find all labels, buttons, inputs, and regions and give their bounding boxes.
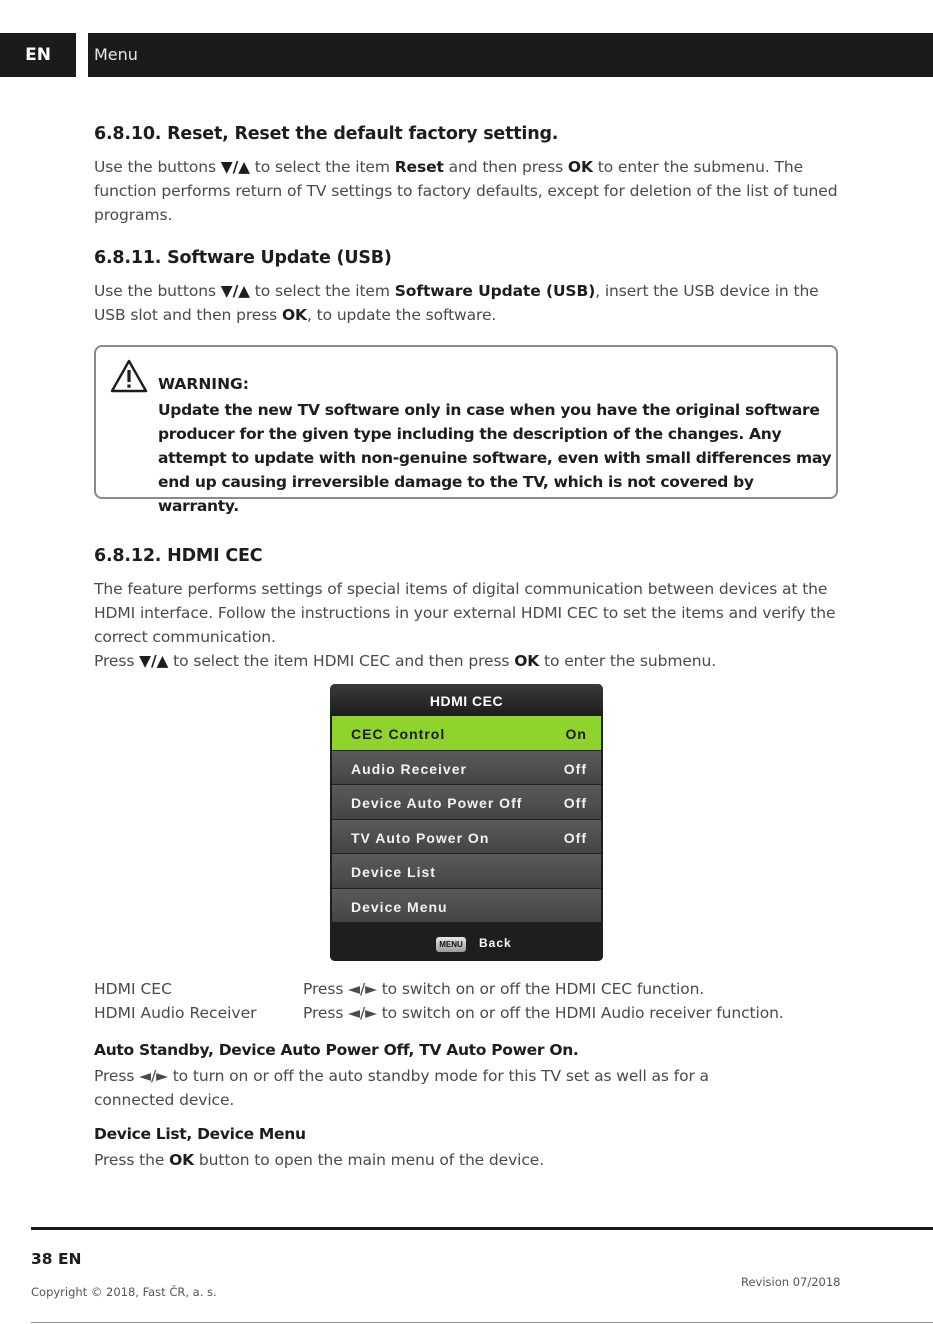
- ok-key: OK: [169, 1151, 195, 1169]
- ok-key: OK: [514, 652, 540, 670]
- software-heading: 6.8.11. Software Update (USB): [94, 248, 392, 268]
- menu-row-label: Device Auto Power Off: [351, 795, 523, 811]
- standby-text: Press ◄/► to turn on or off the auto standby mode for this TV set as well as for a connected device.: [94, 1067, 709, 1109]
- arrow-keys: ▼/▲: [139, 652, 169, 670]
- revision: Revision 07/2018: [741, 1275, 841, 1289]
- menu-row-value: On: [565, 726, 587, 742]
- menu-row-device-auto-power-off[interactable]: [332, 785, 601, 820]
- back-label: Back: [479, 936, 512, 950]
- warning-title: WARNING:: [158, 375, 249, 393]
- ok-key: OK: [567, 158, 593, 176]
- menu-row-label: CEC Control: [351, 726, 446, 742]
- menu-row-label: Audio Receiver: [351, 760, 467, 777]
- warning-icon: [110, 359, 148, 393]
- menu-row-value: Off: [563, 760, 587, 777]
- menu-row-label: Device Menu: [351, 898, 448, 915]
- menu-row-label: TV Auto Power On: [351, 829, 490, 846]
- text-run: and then press: [443, 158, 568, 176]
- footer-rule: [31, 1227, 933, 1230]
- menu-row-device-menu[interactable]: [332, 889, 601, 924]
- menu-row-audio-receiver[interactable]: [332, 751, 601, 786]
- warning-box: [94, 345, 838, 515]
- text-run: Use the buttons: [94, 282, 221, 300]
- text-run: to enter the submenu.: [539, 652, 717, 670]
- bottom-rule: [31, 1322, 933, 1323]
- text-run: button to open the main menu of the device.: [194, 1151, 545, 1169]
- definition-term: HDMI CEC: [94, 980, 172, 998]
- text-run: to enter the submenu. The function performs return of TV settings to factory defaults, except for deletion of the list of tuned programs.: [94, 158, 838, 224]
- menu-row-tv-auto-power-on[interactable]: [332, 820, 601, 855]
- definition-term: HDMI Audio Receiver: [94, 1004, 257, 1022]
- text-run: , insert the USB device in the USB slot and then press: [94, 282, 819, 324]
- devicelist-heading: Device List, Device Menu: [94, 1125, 306, 1143]
- hdmi-press: [94, 649, 844, 673]
- reset-paragraph: [94, 155, 844, 227]
- arrow-keys: ▼/▲: [220, 158, 250, 176]
- hdmi-intro: The feature performs settings of special items of digital communication between devices at the HDMI interface. Follow the instructions in your external HDMI CEC to set the items and verify the correct communication.: [94, 580, 836, 646]
- menu-button-icon: MENU: [436, 937, 466, 952]
- software-item: Software Update (USB): [394, 282, 596, 300]
- warning-text: Update the new TV software only in case when you have the original software producer for the given type including the description of the changes. Any attempt to update with non-genuine software, even with small differences may end up causing irreversible damage to the TV, which is not covered by warranty.: [158, 401, 832, 515]
- menu-row-device-list[interactable]: [332, 854, 601, 889]
- menu-row-cec-control[interactable]: [332, 716, 601, 751]
- menu-row-label: Device List: [351, 864, 436, 880]
- definition-desc: Press ◄/► to switch on or off the HDMI CEC function.: [303, 980, 705, 998]
- menu-row-value: Off: [563, 795, 587, 811]
- text-run: Use the buttons: [94, 158, 221, 176]
- devicelist-text: [94, 1148, 844, 1172]
- reset-heading: 6.8.10. Reset, Reset the default factory setting.: [94, 124, 559, 144]
- reset-item: Reset: [394, 158, 444, 176]
- text-run: to select the item HDMI CEC and then press: [168, 652, 515, 670]
- text-run: Press: [94, 652, 140, 670]
- ok-key: OK: [281, 306, 307, 324]
- text-run: Press the: [94, 1151, 170, 1169]
- menu-title: HDMI CEC: [330, 684, 603, 716]
- menu-footer: [330, 927, 603, 961]
- section-header: Menu: [88, 33, 933, 77]
- arrow-keys: ▼/▲: [220, 282, 250, 300]
- hdmi-heading: 6.8.12. HDMI CEC: [94, 546, 263, 566]
- definition-desc: Press ◄/► to switch on or off the HDMI Audio receiver function.: [303, 1004, 784, 1022]
- menu-row-value: Off: [563, 829, 587, 846]
- page-number: 38 EN: [31, 1250, 82, 1268]
- hdmi-cec-menu: [330, 684, 603, 961]
- software-paragraph: [94, 279, 844, 327]
- language-tab: EN: [0, 33, 76, 77]
- text-run: , to update the software.: [306, 306, 497, 324]
- standby-heading: Auto Standby, Device Auto Power Off, TV Auto Power On.: [94, 1041, 579, 1059]
- text-run: to select the item: [249, 282, 395, 300]
- copyright: Copyright © 2018, Fast ČR, a. s.: [31, 1285, 217, 1299]
- text-run: to select the item: [249, 158, 395, 176]
